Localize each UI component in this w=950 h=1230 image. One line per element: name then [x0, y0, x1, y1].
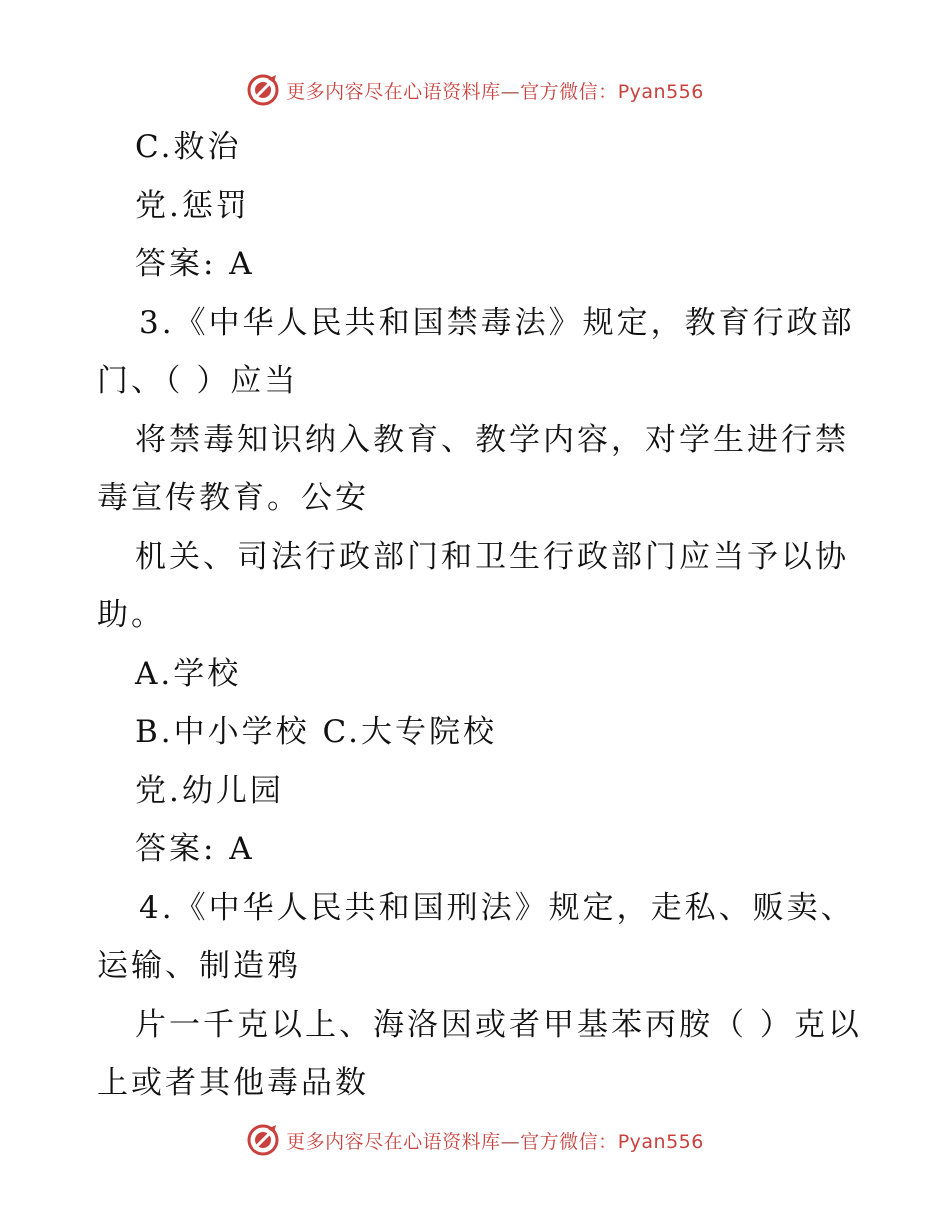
answer: 答案: A: [135, 246, 255, 282]
document-body: [97, 118, 862, 1113]
option-d: 党.幼儿园: [135, 772, 284, 809]
footer-watermark: [0, 1120, 950, 1160]
paragraph-line: 机关、司法行政部门和卫生行政部门应当予以协: [135, 538, 849, 575]
paragraph-line: 将禁毒知识纳入教育、教学内容，对学生进行禁: [135, 421, 849, 458]
question-4-cont: 运输、制造鸦: [97, 948, 301, 984]
question-4: 4.《中华人民共和国刑法》规定，走私、贩卖、: [139, 889, 855, 926]
pen-logo-icon: [246, 1123, 280, 1157]
watermark-text: 更多内容尽在心语资料库: [286, 80, 501, 103]
paragraph-line: 片一千克以上、海洛因或者甲基苯丙胺（ ）克以: [135, 1006, 862, 1043]
watermark-separator: —: [500, 1130, 521, 1153]
watermark-id: Pyan556: [617, 80, 704, 103]
watermark-id: Pyan556: [617, 1130, 704, 1153]
option-a: A.学校: [135, 655, 242, 692]
watermark-suffix: 官方微信：: [520, 80, 618, 103]
paragraph-line: 上或者其他毒品数: [97, 1065, 369, 1101]
watermark-separator: —: [500, 80, 521, 103]
question-3: 3.《中华人民共和国禁毒法》规定，教育行政部: [139, 304, 855, 341]
header-watermark: [0, 70, 950, 110]
option-b-c: B.中小学校 C.大专院校: [135, 714, 497, 750]
pen-logo-icon: [246, 73, 280, 107]
watermark-text: 更多内容尽在心语资料库: [286, 1130, 501, 1153]
question-3-cont: 门、（ ）应当: [97, 363, 299, 399]
paragraph-line: 助。: [97, 597, 165, 633]
option-c: C.救治: [135, 129, 242, 165]
watermark-suffix: 官方微信：: [520, 1130, 618, 1153]
answer: 答案: A: [135, 831, 255, 867]
option-d: 党.惩罚: [135, 187, 250, 224]
paragraph-line: 毒宣传教育。公安: [97, 480, 369, 516]
